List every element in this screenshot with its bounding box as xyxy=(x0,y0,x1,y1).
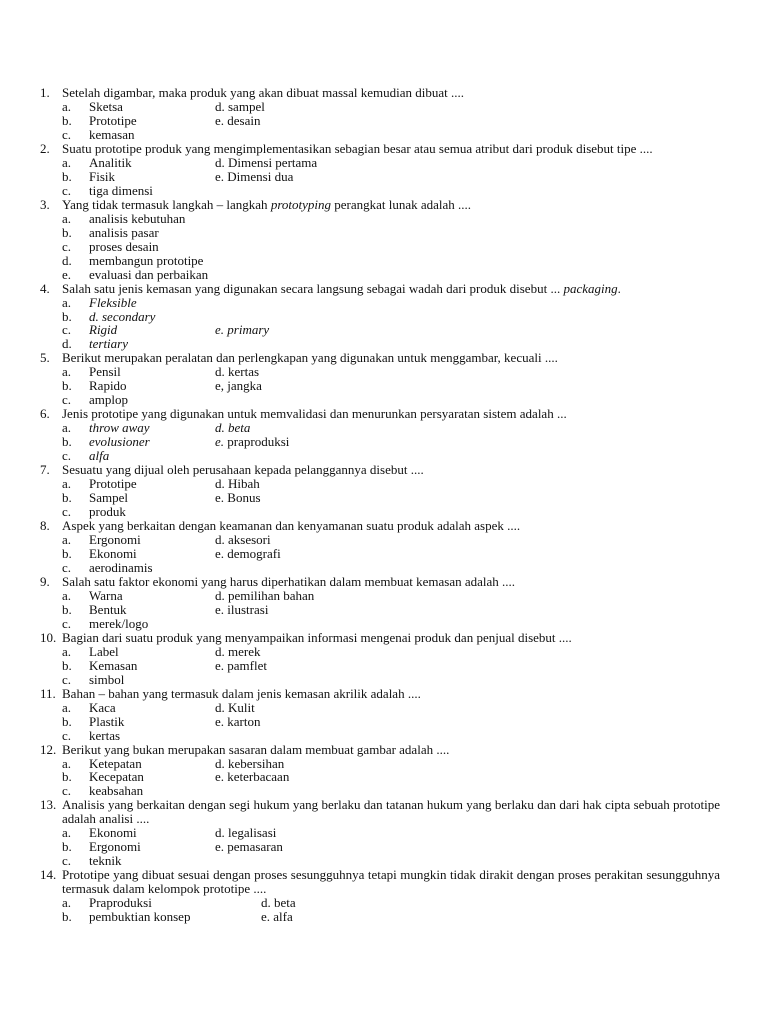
option-letter: c. xyxy=(62,392,72,408)
question-text: Berikut merupakan peralatan dan perlengkapan yang digunakan untuk menggambar, kecuali .... xyxy=(62,350,558,366)
option-letter: a. xyxy=(62,154,72,170)
answer-row xyxy=(62,114,720,128)
answer-row xyxy=(62,477,720,491)
option-letter: a. xyxy=(62,699,72,715)
option-text: Ketepatan xyxy=(89,755,142,771)
option-text: Rigid xyxy=(89,322,118,338)
question-text: Salah satu faktor ekonomi yang harus diperhatikan dalam membuat kemasan adalah .... xyxy=(62,573,516,589)
option-letter: a. xyxy=(62,294,72,310)
option-text: e. ilustrasi xyxy=(215,601,269,617)
question-number: 6. xyxy=(40,406,50,422)
question-number: 12. xyxy=(40,741,57,757)
option-letter: b. xyxy=(62,657,72,673)
question-item xyxy=(40,575,720,631)
question-row xyxy=(40,407,720,421)
question-text: Sesuatu yang dijual oleh perusahaan kepada pelanggannya disebut .... xyxy=(62,462,424,478)
option-text: Analitik xyxy=(89,154,132,170)
question-item xyxy=(40,86,720,142)
option-text: d. beta xyxy=(215,420,251,436)
option-letter: a. xyxy=(62,98,72,114)
question-number: 1. xyxy=(40,85,50,100)
question-item xyxy=(40,407,720,463)
answer-row xyxy=(62,254,720,268)
question-number: 2. xyxy=(40,140,50,156)
option-text: e. desain xyxy=(215,112,261,128)
question-text xyxy=(62,282,720,296)
option-letter: b. xyxy=(62,308,72,324)
option-text: kemasan xyxy=(89,126,135,142)
option-text: Ergonomi xyxy=(89,839,141,855)
option-letter: b. xyxy=(62,713,72,729)
question-text: Aspek yang berkaitan dengan keamanan dan kenyamanan suatu produk adalah aspek .... xyxy=(62,518,521,534)
option-letter: c. xyxy=(62,615,72,631)
question-number: 10. xyxy=(40,629,57,645)
question-number: 13. xyxy=(40,797,57,813)
question-text-part: packaging xyxy=(563,280,618,296)
question-item xyxy=(40,282,720,352)
answer-row xyxy=(62,337,720,351)
answer-row xyxy=(62,128,720,142)
option-text: d. legalisasi xyxy=(215,825,277,841)
answer-row xyxy=(62,659,720,673)
option-text: e. Dimensi dua xyxy=(215,168,294,184)
answer-options xyxy=(62,477,720,519)
question-number: 3. xyxy=(40,196,50,212)
option-letter: e. xyxy=(62,266,72,282)
option-letter: a. xyxy=(62,643,72,659)
answer-row xyxy=(62,840,720,854)
answer-row xyxy=(62,421,720,435)
question-row xyxy=(40,198,720,212)
option-letter: b. xyxy=(62,769,72,785)
question-row xyxy=(40,575,720,589)
question-row xyxy=(40,519,720,533)
option-text: evaluasi dan perbaikan xyxy=(89,266,209,282)
answer-row xyxy=(62,910,720,924)
answer-row xyxy=(62,770,720,784)
answer-row xyxy=(62,379,720,393)
option-text-part: e. xyxy=(215,434,225,450)
question-number: 8. xyxy=(40,518,50,534)
option-text: tiga dimensi xyxy=(89,182,153,198)
option-text: Sampel xyxy=(89,490,128,506)
answer-row xyxy=(62,603,720,617)
answer-row xyxy=(62,547,720,561)
answer-options xyxy=(62,156,720,198)
option-text: Prototipe xyxy=(89,476,137,492)
option-letter: c. xyxy=(62,853,72,869)
option-text: Label xyxy=(89,643,119,659)
option-text: membangun prototipe xyxy=(89,252,204,268)
option-letter: b. xyxy=(62,490,72,506)
answer-row xyxy=(62,365,720,379)
question-item xyxy=(40,743,720,799)
answer-row xyxy=(62,673,720,687)
answer-options xyxy=(62,212,720,282)
option-text: Kaca xyxy=(89,699,116,715)
answer-row xyxy=(62,323,720,337)
question-text-part: perangkat lunak adalah .... xyxy=(331,196,472,212)
option-letter: c. xyxy=(62,671,72,687)
answer-row xyxy=(62,393,720,407)
answer-row xyxy=(62,184,720,198)
answer-options xyxy=(62,757,720,799)
option-letter: c. xyxy=(62,238,72,254)
question-text: Analisis yang berkaitan dengan segi hukum yang berlaku dan tatanan hukum yang berlaku dan dari hak cipta sebuah prototipe adalah analisi .... xyxy=(62,797,720,827)
option-text: e. alfa xyxy=(261,909,293,925)
option-letter: a. xyxy=(62,420,72,436)
answer-row xyxy=(62,226,720,240)
option-text: aerodinamis xyxy=(89,559,153,575)
option-letter: a. xyxy=(62,532,72,547)
option-letter: c. xyxy=(62,727,72,743)
question-row xyxy=(40,142,720,156)
question-item xyxy=(40,351,720,407)
option-text: teknik xyxy=(89,853,122,869)
question-text: Suatu prototipe produk yang mengimplementasikan sebagian besar atau semua atribut dari produk disebut tipe .... xyxy=(62,140,653,156)
option-text: d. secondary xyxy=(89,308,156,324)
answer-row xyxy=(62,435,720,449)
answer-row xyxy=(62,854,720,868)
answer-row xyxy=(62,701,720,715)
option-letter: b. xyxy=(62,601,72,617)
answer-options xyxy=(62,421,720,463)
option-text: Warna xyxy=(89,587,123,603)
question-item xyxy=(40,198,720,282)
option-text: e. karton xyxy=(215,713,261,729)
option-text: evolusioner xyxy=(89,434,150,450)
option-letter: c. xyxy=(62,783,72,799)
question-item xyxy=(40,868,720,924)
answer-row xyxy=(62,268,720,282)
answer-options xyxy=(62,826,720,868)
question-number: 7. xyxy=(40,462,50,478)
option-letter: c. xyxy=(62,559,72,575)
option-text: d. sampel xyxy=(215,98,265,114)
question-text: Setelah digambar, maka produk yang akan dibuat massal kemudian dibuat .... xyxy=(62,85,465,100)
answer-options xyxy=(62,100,720,142)
question-text-part: prototyping xyxy=(270,196,331,212)
option-letter: b. xyxy=(62,168,72,184)
option-letter: d. xyxy=(62,252,72,268)
option-text: d. aksesori xyxy=(215,532,271,547)
option-letter: b. xyxy=(62,839,72,855)
question-number: 11. xyxy=(40,685,56,701)
option-text: e. Bonus xyxy=(215,490,261,506)
question-item xyxy=(40,631,720,687)
question-row xyxy=(40,86,720,100)
answer-row xyxy=(62,170,720,184)
option-text: Fisik xyxy=(89,168,116,184)
option-text: throw away xyxy=(89,420,150,436)
question-row xyxy=(40,351,720,365)
option-text: Kemasan xyxy=(89,657,138,673)
option-letter: b. xyxy=(62,378,72,394)
option-letter: b. xyxy=(62,112,72,128)
option-text: merek/logo xyxy=(89,615,149,631)
question-row xyxy=(40,687,720,701)
question-row xyxy=(40,282,720,296)
option-text: e. pamflet xyxy=(215,657,267,673)
option-text: Bentuk xyxy=(89,601,127,617)
option-text: d. Kulit xyxy=(215,699,255,715)
option-text: produk xyxy=(89,504,126,520)
option-letter: a. xyxy=(62,364,72,380)
question-item xyxy=(40,463,720,519)
option-text-part: praproduksi xyxy=(224,434,290,450)
option-letter: b. xyxy=(62,224,72,240)
option-text: pembuktian konsep xyxy=(89,909,191,925)
question-row xyxy=(40,463,720,477)
option-letter: b. xyxy=(62,434,72,450)
question-text: Berikut yang bukan merupakan sasaran dalam membuat gambar adalah .... xyxy=(62,741,450,757)
option-text: d. kebersihan xyxy=(215,755,285,771)
option-text: Plastik xyxy=(89,713,125,729)
answer-options xyxy=(62,365,720,407)
question-text-part: . xyxy=(617,280,621,296)
answer-row xyxy=(62,505,720,519)
answer-options xyxy=(62,533,720,575)
option-text: simbol xyxy=(89,671,125,687)
option-letter: c. xyxy=(62,322,72,338)
answer-row xyxy=(62,784,720,798)
option-text: Rapido xyxy=(89,378,127,394)
question-text-part: Yang tidak termasuk langkah – langkah xyxy=(62,196,271,212)
option-letter: a. xyxy=(62,755,72,771)
option-text: Sketsa xyxy=(89,98,123,114)
question-item xyxy=(40,519,720,575)
option-text: d. kertas xyxy=(215,364,260,380)
option-letter: a. xyxy=(62,825,72,841)
option-text: e. demografi xyxy=(215,545,281,561)
answer-row xyxy=(62,212,720,226)
answer-options xyxy=(62,589,720,631)
question-number: 4. xyxy=(40,280,50,296)
answer-row xyxy=(62,826,720,840)
option-text: Pensil xyxy=(89,364,121,380)
answer-row xyxy=(62,156,720,170)
question-number: 14. xyxy=(40,867,57,883)
option-letter: c. xyxy=(62,448,72,464)
option-text: amplop xyxy=(89,392,128,408)
answer-row xyxy=(62,729,720,743)
answer-row xyxy=(62,449,720,463)
question-text: Jenis prototipe yang digunakan untuk memvalidasi dan menurunkan persyaratan sistem adalah ... xyxy=(62,406,567,422)
option-text: d. pemilihan bahan xyxy=(215,587,315,603)
option-text: Ekonomi xyxy=(89,825,137,841)
option-text: e. primary xyxy=(215,322,270,338)
answer-row xyxy=(62,757,720,771)
question-item xyxy=(40,687,720,743)
question-item xyxy=(40,798,720,868)
answer-row xyxy=(62,896,720,910)
question-text: Bahan – bahan yang termasuk dalam jenis kemasan akrilik adalah .... xyxy=(62,685,421,701)
option-text: d. Dimensi pertama xyxy=(215,154,318,170)
answer-row xyxy=(62,645,720,659)
answer-row xyxy=(62,589,720,603)
answer-row xyxy=(62,296,720,310)
option-text: Fleksible xyxy=(89,294,137,310)
option-text: Praproduksi xyxy=(89,895,152,911)
option-text: keabsahan xyxy=(89,783,144,799)
option-text: alfa xyxy=(89,448,110,464)
question-text: Bagian dari suatu produk yang menyampaikan informasi mengenai produk dan penjual disebut .... xyxy=(62,629,572,645)
answer-row xyxy=(62,533,720,547)
option-text: Kecepatan xyxy=(89,769,144,785)
option-text: analisis kebutuhan xyxy=(89,210,186,226)
option-letter: a. xyxy=(62,210,72,226)
answer-options xyxy=(62,645,720,687)
option-letter: a. xyxy=(62,895,72,911)
option-letter: b. xyxy=(62,545,72,561)
question-row xyxy=(40,798,720,826)
option-text: analisis pasar xyxy=(89,224,159,240)
option-text: e. keterbacaan xyxy=(215,769,290,785)
question-text: Prototipe yang dibuat sesuai dengan proses sesungguhnya tetapi mungkin tidak dirakit dengan proses perakitan sesungguhnya termasuk dalam kelompok prototipe .... xyxy=(62,867,720,897)
question-text-part: Salah satu jenis kemasan yang digunakan secara langsung sebagai wadah dari produk disebut ... xyxy=(62,280,564,296)
question-text xyxy=(62,198,720,212)
answer-row xyxy=(62,310,720,324)
answer-options xyxy=(62,296,720,352)
option-text: Prototipe xyxy=(89,112,137,128)
option-text: d. Hibah xyxy=(215,476,260,492)
answer-options xyxy=(62,896,720,924)
option-letter: d. xyxy=(62,336,72,352)
option-text: e. pemasaran xyxy=(215,839,283,855)
option-letter: b. xyxy=(62,909,72,925)
option-text: d. merek xyxy=(215,643,261,659)
option-text: proses desain xyxy=(89,238,159,254)
answer-row xyxy=(62,617,720,631)
question-row xyxy=(40,743,720,757)
option-letter: a. xyxy=(62,476,72,492)
answer-row xyxy=(62,491,720,505)
quiz-document xyxy=(40,86,720,924)
option-text: e, jangka xyxy=(215,378,262,394)
question-item xyxy=(40,142,720,198)
question-row xyxy=(40,631,720,645)
option-text: Ergonomi xyxy=(89,532,141,547)
answer-row xyxy=(62,715,720,729)
option-letter: c. xyxy=(62,182,72,198)
question-row xyxy=(40,868,720,896)
question-number: 9. xyxy=(40,573,50,589)
answer-row xyxy=(62,240,720,254)
option-text xyxy=(215,435,289,449)
answer-row xyxy=(62,561,720,575)
option-text: Ekonomi xyxy=(89,545,137,561)
option-text: tertiary xyxy=(89,336,128,352)
option-letter: a. xyxy=(62,587,72,603)
answer-row xyxy=(62,100,720,114)
question-number: 5. xyxy=(40,350,50,366)
option-letter: c. xyxy=(62,126,72,142)
option-text: kertas xyxy=(89,727,121,743)
option-letter: c. xyxy=(62,504,72,520)
option-text: d. beta xyxy=(261,895,296,911)
answer-options xyxy=(62,701,720,743)
